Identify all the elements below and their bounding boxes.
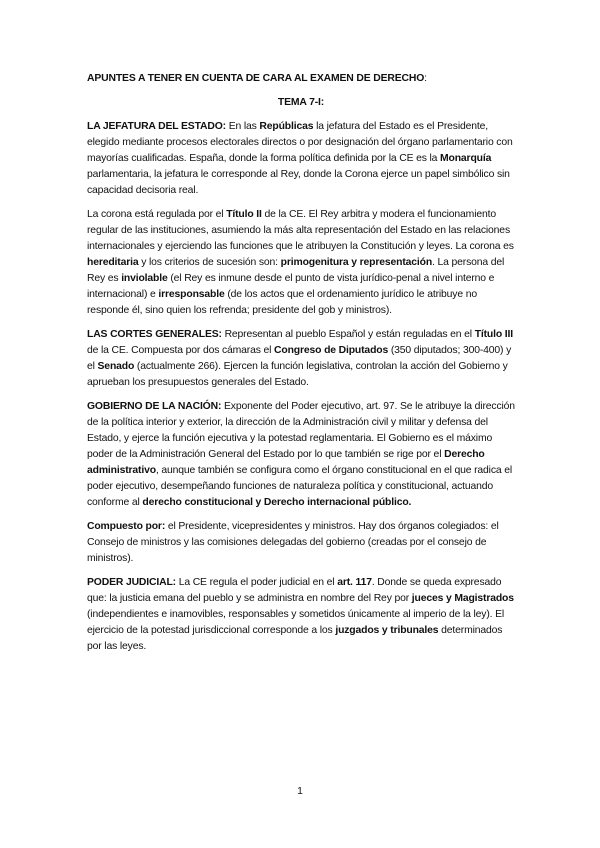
text-segment: (350 diputados; 300-400) y el — [87, 345, 512, 372]
heading-compuesto: Compuesto por: — [87, 521, 166, 532]
document-subtitle: TEMA 7-I: — [277, 97, 325, 108]
text-segment: Representan al pueblo Español y están reguladas en el — [221, 329, 475, 340]
paragraph-poder-judicial — [87, 575, 515, 655]
text-segment: la jefatura del Estado es el Presidente, elegido mediante procesos electorales directos o por designación del órgano parlamentario con mayorías cualificadas. España, donde la forma política definida por la CE es la — [87, 121, 513, 164]
bold-term: Título II — [226, 209, 262, 220]
text-segment: (independientes e inamovibles, responsables y sometidos únicamente al imperio de la ley). El ejercicio de la potestad jurisdiccional corresponde a los — [87, 609, 505, 636]
bold-term: inviolable — [121, 273, 168, 284]
bold-term: Repúblicas — [259, 121, 314, 132]
bold-term: jueces y Magistrados — [411, 593, 514, 604]
bold-term: Derecho administrativo — [87, 449, 485, 476]
bold-term: primogenitura y representación — [280, 257, 433, 268]
text-segment: La CE regula el poder judicial en el — [175, 577, 338, 588]
text-segment: . La persona del Rey es — [87, 257, 505, 284]
bold-term: irresponsable — [158, 289, 225, 300]
bold-term: Monarquía — [440, 153, 492, 164]
text-segment: (actualmente 266). Ejercen la función legislativa, controlan la acción del Gobierno y aprueban los presupuestos generales del Estado. — [87, 361, 508, 388]
text-segment: determinados por las leyes. — [87, 625, 503, 652]
bold-term: derecho constitucional y Derecho internacional público. — [142, 497, 412, 508]
bold-term: Congreso de Diputados — [274, 345, 389, 356]
text-segment: parlamentaria, la jefatura le corresponde al Rey, donde la Corona ejerce un papel simbólico sin capacidad decisoria real. — [87, 169, 510, 196]
heading-jefatura: LA JEFATURA DEL ESTADO: — [87, 121, 226, 132]
text-segment: En las — [225, 121, 260, 132]
paragraph-compuesto — [87, 519, 515, 567]
text-segment: (el Rey es inmune desde el punto de vista jurídico-penal a nivel interno e internacional) e — [87, 273, 495, 300]
document-title — [87, 71, 515, 87]
document-title-colon: : — [424, 73, 427, 84]
bold-term: Título III — [474, 329, 514, 340]
text-segment: . Donde se queda expresado que: la justicia emana del pueblo y se administra en nombre del Rey por — [87, 577, 502, 604]
heading-poder-judicial: PODER JUDICIAL: — [87, 577, 176, 588]
paragraph-gobierno — [87, 399, 515, 511]
heading-gobierno: GOBIERNO DE LA NACIÓN: — [87, 401, 222, 412]
heading-cortes-generales: LAS CORTES GENERALES: — [87, 329, 222, 340]
text-segment: Exponente del Poder ejecutivo, art. 97. Se le atribuye la dirección de la política interior y exterior, la dirección de la Administración civil y militar y defensa del Estado, y ejerce la función ejecutiva y la potestad reglamentaria. El Gobierno es el máximo poder de la Administración General del Estado por lo que también se rige por el — [87, 401, 515, 460]
text-segment: de la CE. El Rey arbitra y modera el funcionamiento regular de las instituciones, asumiendo la más alta representación del Estado en las relaciones internacionales y ejerciendo las funciones que le atribuyen la Constitución y leyes. La corona es — [87, 209, 514, 252]
paragraph-cortes-generales — [87, 327, 515, 391]
paragraph-corona — [87, 207, 515, 319]
text-segment: , aunque también se configura como el órgano constitucional en el que radica el poder ejecutivo, desempeñando funciones de naturaleza política y constitucional, actuando conforme al — [87, 465, 513, 508]
text-segment: La corona está regulada por el — [87, 209, 227, 220]
text-segment: de la CE. Compuesta por dos cámaras el — [87, 345, 275, 356]
text-segment: (de los actos que el ordenamiento jurídico le atribuye no responde él, sino quien los refrenda; presidente del gob y ministros). — [87, 289, 477, 316]
document-title-text: APUNTES A TENER EN CUENTA DE CARA AL EXAMEN DE DERECHO — [87, 73, 425, 84]
page-number: 1 — [297, 786, 303, 797]
paragraph-jefatura — [87, 119, 515, 199]
bold-term: Senado — [97, 361, 135, 372]
bold-term: art. 117 — [337, 577, 372, 588]
bold-term: juzgados y tribunales — [335, 625, 439, 636]
bold-term: hereditaria — [87, 257, 139, 268]
text-segment: el Presidente, vicepresidentes y ministros. Hay dos órganos colegiados: el Consejo de ministros y las comisiones delegadas del gobierno (creadas por el consejo de ministros). — [87, 521, 499, 564]
document-body — [87, 71, 515, 663]
text-segment: y los criterios de sucesión son: — [138, 257, 281, 268]
